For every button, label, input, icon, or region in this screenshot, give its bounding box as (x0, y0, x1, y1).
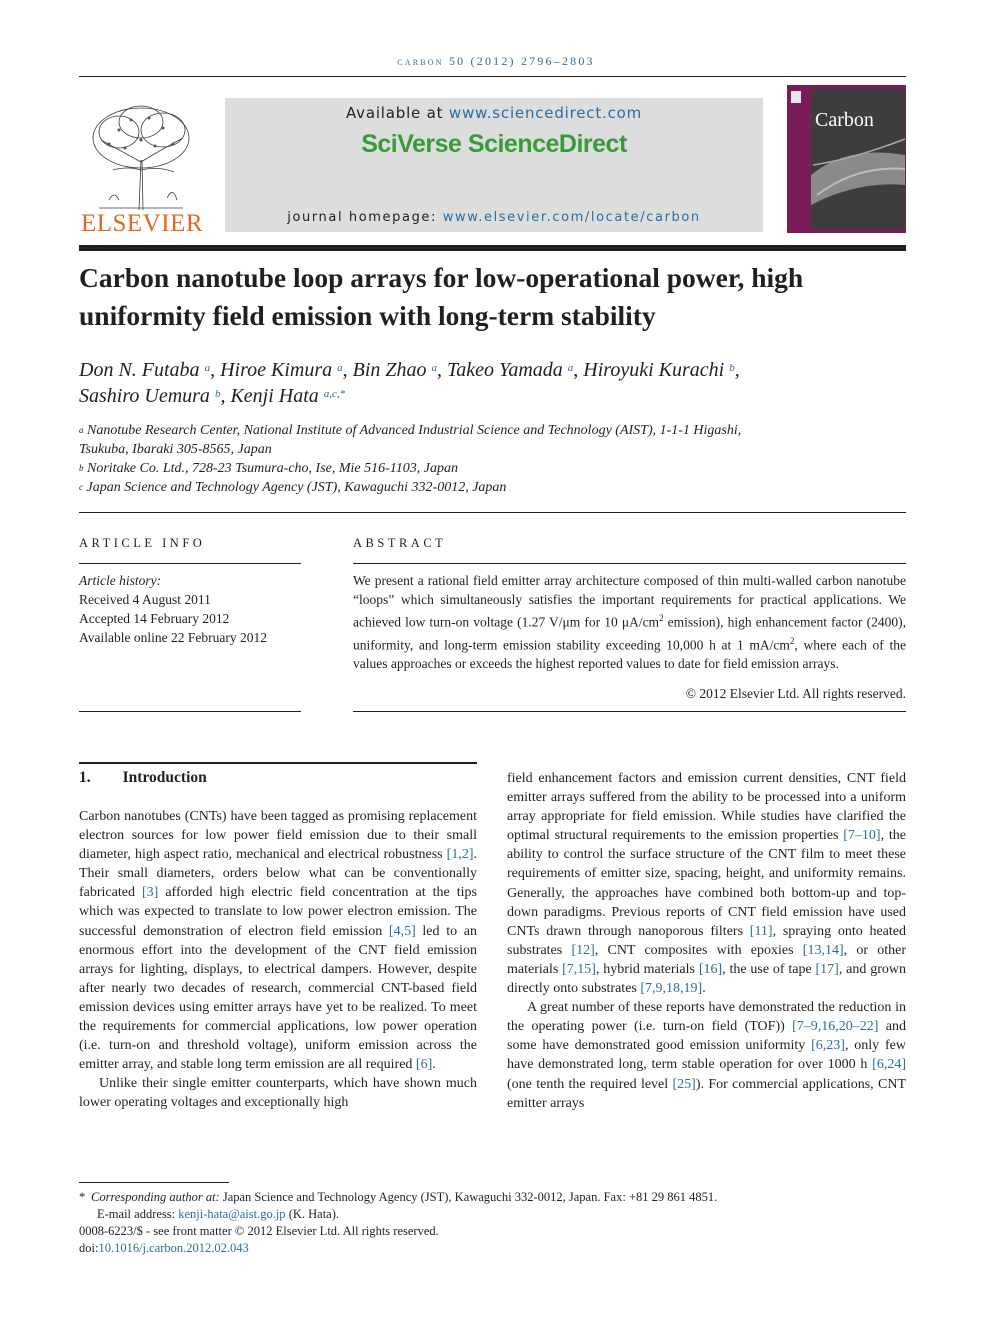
article-info-heading: ARTICLE INFO (79, 536, 206, 550)
citation-link[interactable]: [7–10] (843, 828, 881, 844)
cover-title: Carbon (815, 109, 874, 131)
abstract-bottom-rule (353, 711, 906, 712)
authors-line-1: Don N. Futaba $^a$, Hiroe Kimura $^a$, Bin Zhao $^a$, Takeo Yamada $^a$, Hiroyuki Kurachi $^b$, (79, 359, 740, 381)
affiliation-b: $^b$ Noritake Co. Ltd., 728-23 Tsumura-cho, Ise, Mie 516-1103, Japan (79, 461, 458, 476)
author-list (79, 357, 909, 409)
citation-link[interactable]: [7–9,16,20–22] (792, 1019, 879, 1035)
article-info-rule (79, 563, 301, 564)
available-label: Available at (345, 104, 449, 122)
article-title (79, 259, 909, 335)
citation-link[interactable]: [4,5] (388, 923, 416, 939)
authors-line-2: Sashiro Uemura $^b$, Kenji Hata $^{a,c,*}$ (79, 385, 346, 407)
citation-link[interactable]: [6,23] (811, 1038, 845, 1054)
article-history (79, 571, 304, 647)
citation-link[interactable]: [3] (141, 885, 159, 901)
citation-link[interactable]: [6,24] (872, 1057, 906, 1073)
intro-rule (79, 762, 477, 764)
author[interactable]: Bin Zhao $^a$ (352, 359, 438, 381)
title-line-2: uniformity field emission with long-term stability (79, 300, 656, 331)
abstract-heading: ABSTRACT (353, 536, 447, 550)
citation-link[interactable]: [17] (815, 961, 839, 977)
citation-link[interactable]: [12] (571, 942, 595, 958)
citation-link[interactable]: [1,2] (446, 847, 474, 863)
citation-link[interactable]: [25] (672, 1076, 696, 1092)
available-at (225, 104, 763, 122)
author[interactable]: Sashiro Uemura $^b$ (79, 385, 221, 407)
author[interactable]: Hiroe Kimura $^a$ (220, 359, 343, 381)
section-title: Introduction (122, 769, 207, 786)
author[interactable]: Don N. Futaba $^a$ (79, 359, 211, 381)
received-date: Received 4 August 2011 (79, 592, 211, 607)
email-link[interactable]: kenji-hata@aist.go.jp (178, 1207, 286, 1221)
article-info-bottom-rule (79, 711, 301, 712)
footnote-rule (79, 1182, 229, 1183)
homepage-link[interactable]: www.elsevier.com/locate/carbon (442, 210, 701, 225)
citation-link[interactable]: [13,14] (802, 942, 844, 958)
online-date: Available online 22 February 2012 (79, 630, 267, 645)
citation-link[interactable]: [6] (415, 1057, 433, 1073)
citation-link[interactable]: [7,9,18,19] (640, 981, 703, 997)
abstract-copyright: © 2012 Elsevier Ltd. All rights reserved. (685, 686, 906, 701)
section-number: 1. (79, 769, 91, 786)
journal-homepage (225, 210, 763, 225)
author[interactable]: Hiroyuki Kurachi $^b$ (583, 359, 735, 381)
intro-heading (79, 769, 207, 787)
affiliation-rule (79, 512, 906, 513)
abstract-text: We present a rational field emitter array architecture composed of thin multi-walled carbon nanotube “loops” which simultaneously satisfies the important requirements for practical applications. We achieved low turn-on voltage (1.27 V/μm for 10 $\mu A/cm^2$ emission), high enhancement factor (2400), uniformity, and long-term emission stability exceeding 10,000 h at 1 $mA/cm^2$, where each of the values approaches or exceeds the highest reported values to date for field emission arrays. (353, 573, 906, 671)
author[interactable]: Kenji Hata $^{a,c,*}$ (230, 385, 346, 407)
affiliation-c: $^c$ Japan Science and Technology Agency (JST), Kawaguchi 332-0012, Japan (79, 480, 507, 495)
homepage-label: journal homepage: (287, 210, 443, 225)
email-note: E-mail address: kenji-hata@aist.go.jp (K. Hata). (97, 1207, 340, 1221)
accepted-date: Accepted 14 February 2012 (79, 611, 230, 626)
journal-cover (787, 85, 906, 233)
elsevier-wordmark: ELSEVIER (80, 210, 204, 237)
issn-line: 0008-6223/$ - see front matter © 2012 Elsevier Ltd. All rights reserved. (79, 1224, 439, 1238)
corresponding-author-note: * Corresponding author at: Japan Science and Technology Agency (JST), Kawaguchi 332-0012, Japan. Fax: +81 29 861 4851. (79, 1190, 718, 1204)
citation-link[interactable]: [7,15] (562, 961, 596, 977)
author[interactable]: Takeo Yamada $^a$ (447, 359, 574, 381)
sciverse-logo: SciVerse ScienceDirect (361, 130, 627, 158)
affiliation-a: $^a$ Nanotube Research Center, National Institute of Advanced Industrial Science and Technology (AIST), 1-1-1 Higashi, Tsukuba, Ibaraki 305-8565, Japan (79, 423, 742, 457)
abstract-rule (353, 563, 906, 564)
masthead-rule (79, 245, 906, 251)
running-head: carbon 50 (2012) 2796–2803 (397, 54, 595, 68)
title-line-1: Carbon nanotube loop arrays for low-operational power, high (79, 262, 804, 293)
doi-line: doi:10.1016/j.carbon.2012.02.043 (79, 1241, 249, 1255)
sciencedirect-link[interactable]: www.sciencedirect.com (448, 104, 643, 122)
citation-link[interactable]: [11] (749, 923, 773, 939)
doi-link[interactable]: 10.1016/j.carbon.2012.02.043 (98, 1241, 249, 1255)
body-right-column: field enhancement factors and emission current densities, CNT field emitter arrays suffered from the ability to be processed into a uniform array appropriate for field emission. While studies have clarified the optimal structural requirements to the emission properties [7–10], the ability to control the surface structure of the CNT film to meet these requirements of emitter size, spacing, height, and uniformity remains. Generally, the approaches have combined both bottom-up and top-down paradigms. Previous reports of CNT field emission have used CNTs drawn through nanoporous filters [11], spraying onto heated substrates [12], CNT composites with epoxies [13,14], or other materials [7,15], hybrid materials [16], the use of tape [17], and grown directly onto substrates [7,9,18,19]. A great number of these reports have demonstrated the reduction in the operating power (i.e. turn-on field (TOF)) [7–9,16,20–22] and some have demonstrated good emission uniformity [6,23], only few have demonstrated long, term stable operation for over 1000 h [6,24] (one tenth the required level [25]). For commercial applications, CNT emitter arrays (507, 771, 907, 1111)
history-label: Article history: (79, 573, 162, 588)
header-rule (79, 76, 906, 77)
body-left-column: Carbon nanotubes (CNTs) have been tagged as promising replacement electron sources for low power field emission due to their small diameter, high aspect ratio, mechanical and electrical robustness [1,2]. Their small diameters, orders below what can be conventionally fabricated [3] afforded high electric field concentration at the tips which was expected to translate to low power electron emission. The successful demonstration of electron field emission [4,5] led to an enormous effort into the development of the CNT field emission arrays for lighting, displays, to electrical dampers. However, despite after nearly two decades of research, commercial CNT-based field emission devices using emitter arrays have yet to be realized. To meet the requirements for commercial applications, low power operation (i.e. turn-on and threshold voltage), uniform emission across the emitter array, and stable long term emission are all required [6]. Unlike their single emitter counterparts, which have shown much lower operating voltages and exceptionally high (79, 809, 477, 1111)
citation-link[interactable]: [16] (698, 961, 723, 977)
